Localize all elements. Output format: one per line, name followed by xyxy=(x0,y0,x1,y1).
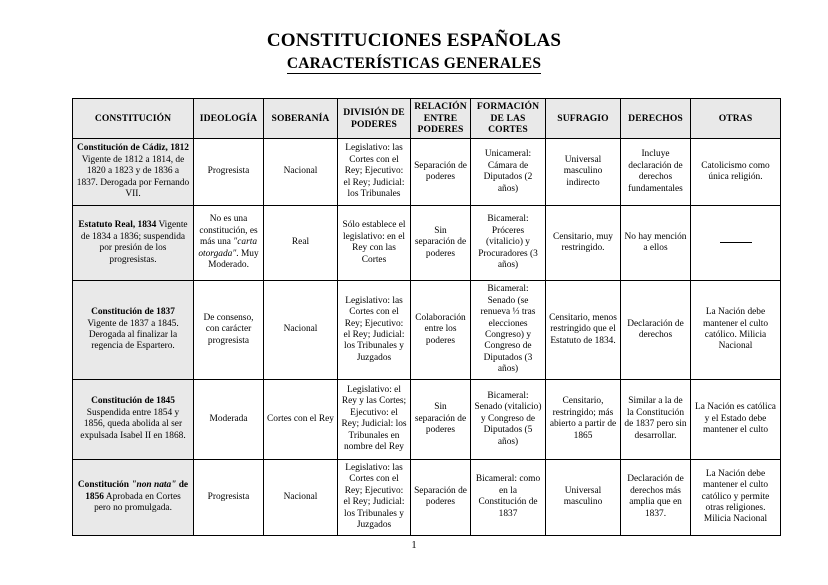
cell-formacion: Unicameral: Cámara de Diputados (2 años) xyxy=(471,139,546,206)
constitution-name: Constitución de 1837 xyxy=(91,307,175,318)
column-header-derechos: DERECHOS xyxy=(621,99,691,139)
constitutions-table-wrapper xyxy=(72,98,780,536)
cell-constitucion xyxy=(73,139,194,206)
column-header-constitucion: CONSTITUCIÓN xyxy=(73,99,194,139)
cell-soberania: Cortes con el Rey xyxy=(264,379,338,459)
cell-otras xyxy=(691,206,781,281)
cell-constitucion xyxy=(73,379,194,459)
cell-division: Legislativo: las Cortes con el Rey; Ejecutivo: el Rey; Judicial: los Tribunales xyxy=(338,139,411,206)
page-subtitle: CARACTERÍSTICAS GENERALES xyxy=(286,54,542,72)
constitution-description: Suspendida entre 1854 y 1856, queda abolida al ser expulsada Isabel II en 1868. xyxy=(80,407,186,441)
cell-formacion: Bicameral: Senado (vitalicio) y Congreso de Diputados (5 años) xyxy=(471,379,546,459)
cell-sufragio: Censitario, muy restringido. xyxy=(546,206,621,281)
cell-formacion: Bicameral: como en la Constitución de 1837 xyxy=(471,459,546,535)
cell-relacion: Sin separación de poderes xyxy=(411,206,471,281)
ideologia-italic: "carta otorgada" xyxy=(198,237,258,259)
column-header-division-de-poderes: DIVISIÓN DE PODERES xyxy=(338,99,411,139)
empty-dash-icon xyxy=(720,242,752,243)
column-header-otras: OTRAS xyxy=(691,99,781,139)
cell-ideologia xyxy=(194,379,264,459)
constitution-name: Estatuto Real, 1834 xyxy=(78,220,157,231)
cell-constitucion xyxy=(73,206,194,281)
cell-ideologia xyxy=(194,459,264,535)
cell-relacion: Separación de poderes xyxy=(411,459,471,535)
cell-relacion: Colaboración entre los poderes xyxy=(411,281,471,380)
cell-constitucion xyxy=(73,281,194,380)
column-header-ideologia: IDEOLOGÍA xyxy=(194,99,264,139)
cell-constitucion xyxy=(73,459,194,535)
table-row xyxy=(73,206,781,281)
cell-ideologia xyxy=(194,206,264,281)
constitution-description: Vigente de 1834 a 1836; suspendida por presión de los progresistas. xyxy=(80,220,188,265)
cell-sufragio: Censitario, restringido; más abierto a partir de 1865 xyxy=(546,379,621,459)
cell-soberania: Nacional xyxy=(264,281,338,380)
table-header-row xyxy=(73,99,781,139)
ideologia-text: Moderada xyxy=(209,413,248,424)
constitution-name-tail: de 1856 xyxy=(85,480,189,502)
cell-otras: La Nación es católica y el Estado debe mantener el culto xyxy=(691,379,781,459)
constitution-description: Vigente de 1837 a 1845. Derogada al finalizar la regencia de Espartero. xyxy=(87,318,179,352)
page-title: CONSTITUCIONES ESPAÑOLAS xyxy=(266,30,562,51)
cell-ideologia xyxy=(194,139,264,206)
cell-sufragio: Censitario, menos restringido que el Estatuto de 1834. xyxy=(546,281,621,380)
column-header-relacion-entre-poderes: RELACIÓN ENTRE PODERES xyxy=(411,99,471,139)
column-header-sufragio: SUFRAGIO xyxy=(546,99,621,139)
constitution-name-italic: "non nata" xyxy=(131,480,177,491)
column-header-formacion-de-las-cortes: FORMACIÓN DE LAS CORTES xyxy=(471,99,546,139)
table-row xyxy=(73,379,781,459)
ideologia-text: Progresista xyxy=(207,166,250,177)
table-row xyxy=(73,281,781,380)
cell-sufragio: Universal masculino xyxy=(546,459,621,535)
cell-soberania: Real xyxy=(264,206,338,281)
column-header-soberania: SOBERANÍA xyxy=(264,99,338,139)
cell-otras: La Nación debe mantener el culto católico. Milicia Nacional xyxy=(691,281,781,380)
cell-derechos: Similar a la de la Constitución de 1837 pero sin desarrollar. xyxy=(621,379,691,459)
cell-sufragio: Universal masculino indirecto xyxy=(546,139,621,206)
cell-derechos: Incluye declaración de derechos fundamentales xyxy=(621,139,691,206)
cell-soberania: Nacional xyxy=(264,459,338,535)
cell-otras: La Nación debe mantener el culto católico y permite otras religiones. Milicia Nacional xyxy=(691,459,781,535)
constitutions-table xyxy=(72,98,781,536)
ideologia-text: No es una constitución, es más una xyxy=(199,214,258,248)
page-number: 1 xyxy=(411,540,417,551)
cell-relacion: Sin separación de poderes xyxy=(411,379,471,459)
cell-division: Legislativo: el Rey y las Cortes; Ejecutivo: el Rey; Judicial: los Tribunales en nombre del Rey xyxy=(338,379,411,459)
cell-ideologia xyxy=(194,281,264,380)
ideologia-text: Progresista xyxy=(207,491,250,502)
constitution-name: Constitución xyxy=(77,480,132,491)
ideologia-text: De consenso, con carácter progresista xyxy=(203,312,254,346)
cell-formacion: Bicameral: Senado (se renueva ⅓ tras elecciones Congreso) y Congreso de Diputados (3 años) xyxy=(471,281,546,380)
cell-division: Legislativo: las Cortes con el Rey; Ejecutivo: el Rey; Judicial: los Tribunales y Juzgados xyxy=(338,459,411,535)
constitution-description: Aprobada en Cortes pero no promulgada. xyxy=(94,491,181,513)
ideologia-tail: . Muy Moderado. xyxy=(208,248,259,271)
cell-formacion: Bicameral: Próceres (vitalicio) y Procuradores (3 años) xyxy=(471,206,546,281)
cell-division: Legislativo: las Cortes con el Rey; Ejecutivo: el Rey; Judicial: los Tribunales y Juzgados xyxy=(338,281,411,380)
cell-derechos: Declaración de derechos más amplia que en 1837. xyxy=(621,459,691,535)
constitution-name: Constitución de Cádiz, 1812 xyxy=(77,143,189,154)
constitution-description: Vigente de 1812 a 1814, de 1820 a 1823 y de 1836 a 1837. Derogada por Fernando VII. xyxy=(76,154,190,200)
constitution-name: Constitución de 1845 xyxy=(91,396,175,407)
cell-soberania: Nacional xyxy=(264,139,338,206)
cell-relacion: Separación de poderes xyxy=(411,139,471,206)
title-block xyxy=(0,0,828,74)
cell-derechos: No hay mención a ellos xyxy=(621,206,691,281)
cell-otras: Catolicismo como única religión. xyxy=(691,139,781,206)
cell-derechos: Declaración de derechos xyxy=(621,281,691,380)
table-row xyxy=(73,139,781,206)
cell-division: Sólo establece el legislativo: en el Rey con las Cortes xyxy=(338,206,411,281)
table-row xyxy=(73,459,781,535)
